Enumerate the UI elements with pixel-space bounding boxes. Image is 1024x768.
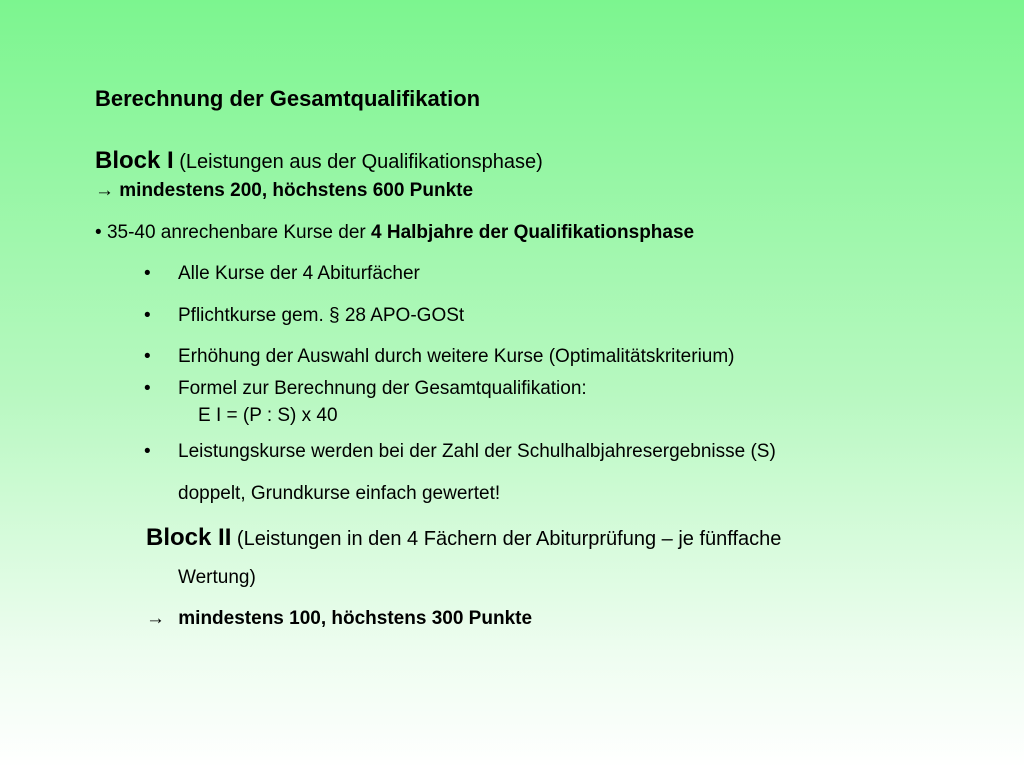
slide-title: Berechnung der Gesamtqualifikation [95, 86, 481, 111]
list-item-text: Erhöhung der Auswahl durch weitere Kurse (Optimalitätskriterium) [178, 346, 735, 367]
bullet-icon: • [144, 263, 151, 284]
block2-heading [146, 524, 781, 553]
list-item-text: Pflichtkurse gem. § 28 APO-GOSt [178, 305, 465, 326]
block2-range [146, 608, 532, 631]
bullet-icon: • [144, 305, 151, 326]
block2-description: (Leistungen in den 4 Fächern der Abiturprüfung – je fünffache [236, 528, 782, 550]
bullet-icon: • [95, 222, 102, 243]
lead-text: 35-40 anrechenbare Kurse der [106, 222, 366, 243]
block1-label: Block I [95, 147, 174, 174]
formula: E I = (P : S) x 40 [198, 405, 338, 426]
bullet-icon: • [144, 346, 151, 367]
block1-heading [95, 147, 543, 176]
arrow-right-icon: → [146, 608, 165, 629]
block1-range [95, 180, 473, 203]
block1-range-text: mindestens 200, höchstens 600 Punkte [119, 180, 474, 201]
bullet-icon: • [144, 378, 151, 399]
list-item-text: Leistungskurse werden bei der Zahl der Schulhalbjahresergebnisse (S) [178, 441, 776, 462]
list-item-text: Alle Kurse der 4 Abiturfächer [178, 263, 420, 284]
block1-lead [95, 222, 694, 245]
list-item-continuation: doppelt, Grundkurse einfach gewertet! [178, 483, 501, 504]
arrow-right-icon: → [95, 180, 114, 201]
block2-range-text: mindestens 100, höchstens 300 Punkte [178, 608, 533, 629]
bullet-icon: • [144, 441, 151, 462]
list-item-text: Formel zur Berechnung der Gesamtqualifikation: [178, 378, 587, 399]
block1-description: (Leistungen aus der Qualifikationsphase) [179, 151, 543, 173]
lead-text-bold: 4 Halbjahre der Qualifikationsphase [371, 222, 695, 243]
block2-description-continuation: Wertung) [178, 567, 256, 588]
block2-label: Block II [146, 524, 232, 551]
